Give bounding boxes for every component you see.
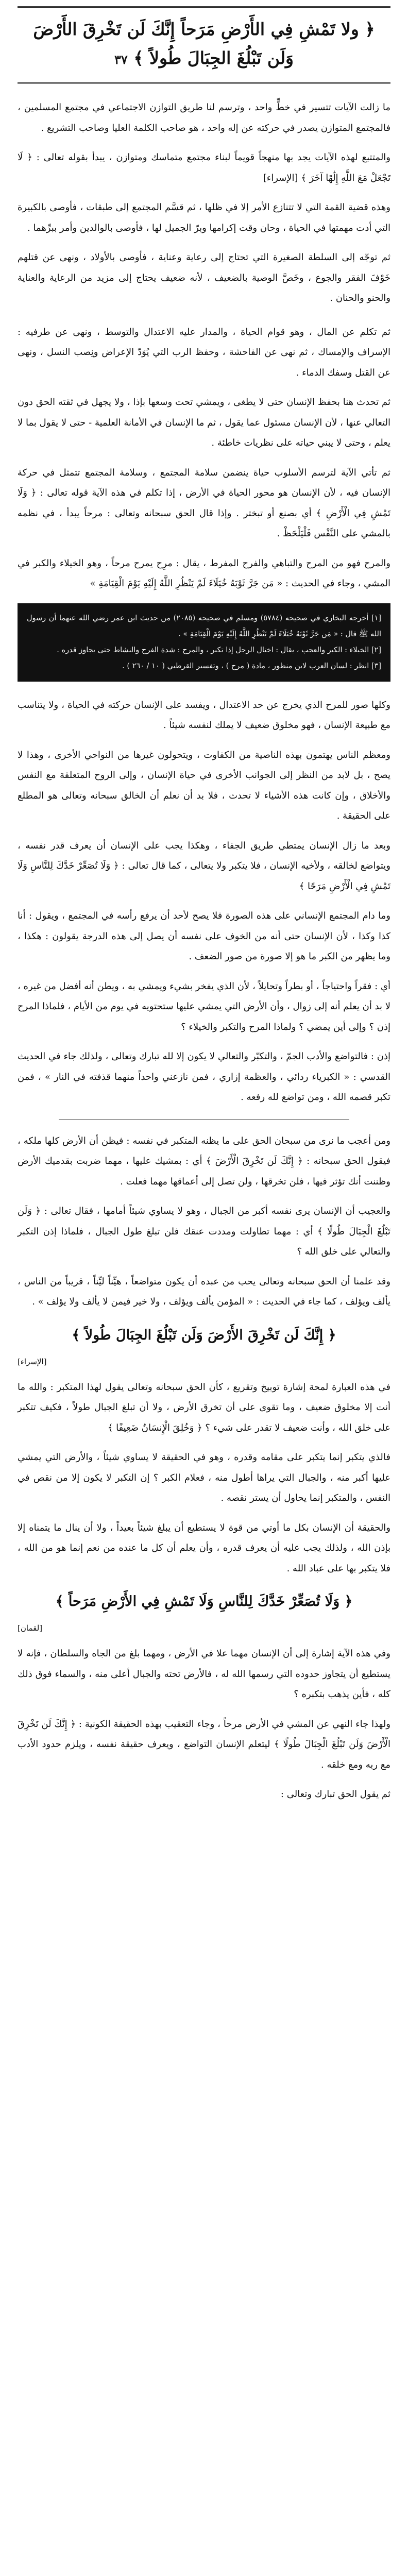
- paragraph-6: ثم تحدث هنا بحفظ الإنسان حتى لا يطغى ، ويمشي تحت وسعها بإذا ، ولا يجهل في ثقته الحق دون التعالي عنها ، لأن الإنسان مسئول عما يقول ، ثم ما الإنسان في الأمانة العلمية - حتى لا يقول بما لا يعلم ، وحتى لا يبني حياته على نظريات خاطئة .: [18, 397, 390, 448]
- paragraph-17: وقد علمنا أن الحق سبحانه وتعالى يحب من عبده أن يكون متواضعاً ، هيِّناً ليِّناً ، قريباً من الناس ، يألف ويؤلف ، كما جاء في الحديث : « المؤمن يألف ويؤلف ، ولا خير فيمن لا يألف ولا يؤلف » .: [18, 1276, 390, 1307]
- footnote-line-1: [١] أخرجه البخاري في صحيحه (٥٧٨٤) ومسلم في صحيحه (٢٠٨٥) من حديث ابن عمر رضي الله عنهما أن رسول الله ﷺ قال : « مَن جَرَّ ثَوْبَهُ خُيَلَاءَ لَمْ يَنْظُرِ اللَّهُ إِلَيْهِ يَوْمَ الْقِيَامَةِ » .: [27, 614, 382, 638]
- quoted-verse-1-ref: [الإسراء]: [18, 1357, 47, 1366]
- quoted-verse-2-text: ﴿ وَلَا تُصَعِّرْ خَدَّكَ لِلنَّاسِ وَلَا تَمْشِ فِي الأَرْضِ مَرَحاً ﴾: [55, 1594, 353, 1609]
- paragraph-14: إذن : فالتواضع والأدب الجمّ ، والتكبّر والتعالي لا يكون إلا لله تبارك وتعالى ، ولذلك جاء في الحديث القدسي : « الكبرياء ردائي ، والعظمة إزاري ، فمن نازعني واحداً منهما قذفته في النار » ، فمن تكبر قصمه الله ، ومن تواضع لله رفعه .: [18, 1051, 390, 1103]
- paragraph-12: وما دام المجتمع الإنساني على هذه الصورة فلا يصح لأحد أن يرفع رأسه في المجتمع ، ويقول : أنا كذا وكذا ، لأن الإنسان حتى أنه من الخوف على نفسه أن يصل إلى هذه الدرجة يقولون : هكذا ، وما يظهر من الكبر ما هو إلا صورة من صور الضعف .: [18, 910, 390, 962]
- paragraph-20: والحقيقة أن الإنسان بكل ما أوتي من قوة لا يستطيع أن يبلغ شيئاً بعيداً ، ولا أن ينال ما يتمناه إلا بإذن الله ، ولذلك يجب عليه أن يعرف قدره ، وأن يعلم أن كل ما عنده من نعم إنما هو من الله ، فلا يتكبر بها على عباد الله .: [18, 1522, 390, 1574]
- footnote-line-2: [٢] الخيلاء : الكبر والعجب ، يقال : اختال الرجل إذا تكبر ، والمرح : شدة الفرح والنشاط حتى يجاوز قدره .: [57, 646, 381, 654]
- paragraph-15: ومن أعجب ما نرى من سبحان الحق على ما يظنه المتكبر في نفسه : فيظن أن الأرض كلها ملكه ، فيقول الحق سبحانه : ﴿ إِنَّكَ لَن تَخْرِقَ الْأَرْضَ ﴾ أي : بمشيك عليها ، مهما ضربت بقدميك الأرض وظننت أنك تؤثر فيها ، فلن تخرقها ، ولن تصل إلى أعماقها مهما فعلت .: [18, 1135, 390, 1187]
- paragraph-21: وفي هذه الآية إشارة إلى أن الإنسان مهما علا في الأرض ، ومهما بلغ من الجاه والسلطان ، فإنه لا يستطيع أن يتجاوز حدوده التي رسمها الله له ، فالأرض تحته والجبال أعلى منه ، والسماء فوق ذلك كله ، فأين يذهب بتكبره ؟: [18, 1648, 390, 1700]
- paragraph-23: ثم يقول الحق تبارك وتعالى :: [280, 1789, 390, 1800]
- paragraph-10: ومعظم الناس يهتمون بهذه الناصية من الكفاوت ، ويتحولون غيرها من النواحي الأخرى ، وهذا لا يصح ، بل لابد من النظر إلى الجوانب الأخرى في حياة الإنسان ، وإلى الروح المتعلقة مع النفس والأخلاق ، وإن كانت هذه الأشياء لا تحدث ، فلا بد أن نعلم أن الخالق سبحانه وتعالى هو المطلع على الحقيقة .: [18, 749, 390, 821]
- section-divider: [59, 1119, 349, 1120]
- quoted-verse-1: [18, 1321, 390, 1349]
- paragraph-13: أي : فقراً واحتياجاً ، أو بطراً وتحايلاً ، لأن الذي يفخر بشيء ويمشي به ، ويطن أنه أفضل من غيره ، لا بد أن يعلم أنه إلى زوال ، وأن الأرض التي يمشي عليها ستحتويه في يوم من الأيام ، فلماذا المرح إذن ؟ وإلى أين يمضي ؟ ولماذا المرح والتكبر والخيلاء ؟: [18, 980, 390, 1032]
- paragraph-16: والعجيب أن الإنسان يرى نفسه أكبر من الجبال ، وهو لا يساوي شيئاً أمامها ، فقال تعالى : ﴿ وَلَن تَبْلُغَ الْجِبَالَ طُولًا ﴾ أي : مهما تطاولت ومددت عنقك فلن تبلغ طول الجبال ، فلماذا إذن التكبر والتعالي على خلق الله ؟: [18, 1206, 390, 1257]
- footnote-box: [18, 603, 390, 682]
- banner-verse-line-1: ﴿ ولا تَمْشِ فِي الأَرْضِ مَرَحاً إِنَّكَ لَن تَخْرِقَ الأَرْضَ: [33, 19, 375, 39]
- verse-banner: [18, 6, 390, 84]
- paragraph-7: ثم تأتي الآية لترسم الأسلوب حياة ينضمن سلامة المجتمع ، وسلامة المجتمع تتمثل في حركة الإنسان فيه ، لأن الإنسان هو محور الحياة في الأرض ، إذا تكلم في هذه الآية قوله تعالى : ﴿ وَلَا تَمْشِ فِي الْأَرْضِ ﴾ أي بصنع أو تبختر . وإذا قال الحق سبحانه وتعالى : مرحاً يبدأ ، في نظمه بالمشي على النَّفْس فَلْيَلْحَظْ .: [18, 467, 390, 539]
- paragraph-11: وبعد ما زال الإنسان يمتطي طريق الجفاء ، وهكذا يجب على الإنسان أن يعرف قدر نفسه ، ويتواضع لخالقه ، ولأخيه الإنسان ، فلا يتكبر ولا يتعالى ، كما قال تعالى : ﴿ وَلَا تُصَعِّرْ خَدَّكَ لِلنَّاسِ وَلَا تَمْشِ فِي الْأَرْضِ مَرَحًا ﴾: [18, 840, 390, 892]
- paragraph-5: ثم تكلم عن المال ، وهو قوام الحياة ، والمدار عليه الاعتدال والتوسط ، ونهى عن طرفيه : الإسراف والإمساك ، ثم نهى عن الفاحشة ، وحفظ الرب التي يُوَدّ الإعراض ونِصب النسل ، ونهى عن القتل وسفك الدماء .: [18, 326, 390, 378]
- banner-verse-line-2-text: وَلَن تَبْلُغَ الجِبَالَ طُولاً ﴾: [133, 48, 294, 68]
- verse-number: ٣٧: [114, 52, 128, 67]
- paragraph-4: ثم توجّه إلى السلطة الصغيرة التي تحتاج إلى رعاية وعناية ، فأوصى بالأولاد ، ونهى عن قتلهم خَوْفَ الفقر والجوع ، وخَصَّ الوصية بالضعيف ، لأنه ضعيف يحتاج إلى مزيد من الرعاية والعناية والحنو والحنان .: [18, 252, 390, 303]
- paragraph-19: فالذي يتكبر إنما يتكبر على مقامه وقدره ، وهو في الحقيقة لا يساوي شيئاً ، والأرض التي يمشي عليها أكبر منه ، والجبال التي يراها أطول منه ، فعلام الكبر ؟ إن التكبر لا يكون إلا من نقص في النفس ، والمتكبر إنما يحاول أن يستر نقصه .: [18, 1452, 390, 1503]
- paragraph-8: والمرح فهو من المرح والتباهي والفرح المفرط ، يقال : مرِح يمرح مرحاً ، وهو الخيلاء والكبر في المشي ، وجاء في الحديث : « مَن جَرَّ ثَوْبَهُ خُيَلَاءَ لَمْ يَنْظُرِ اللَّهُ إِلَيْهِ يَوْمَ الْقِيَامَةِ »: [18, 557, 390, 589]
- section-gap: [18, 318, 390, 322]
- quoted-verse-2: [18, 1588, 390, 1616]
- quoted-verse-1-text: ﴿ إِنَّكَ لَن تَخْرِقَ الأَرْضَ وَلَن تَبْلُغَ الجِبَالَ طُولاً ﴾: [72, 1327, 336, 1343]
- banner-verse-line-2: [23, 44, 385, 74]
- paragraph-1: ما زالت الآيات تتسير في خطٍّ واحد ، وترسم لنا طريق التوازن الاجتماعي في مجتمع المسلمين ، فالمجتمع المتوازن يصدر في حركته عن إله واحد ، هو صاحب الكلمة العليا وصاحب التشريع .: [18, 102, 390, 133]
- paragraph-9: وكلها صور للمرح الذي يخرج عن حد الاعتدال ، ويفسد على الإنسان حركته في الحياة ، ولا يتناسب مع طبيعة الإنسان ، فهو مخلوق ضعيف لا يملك لنفسه شيئاً .: [18, 699, 390, 731]
- paragraph-3: وهذه قضية القمة التي لا تتنازع الأمر إلا في ظلها ، ثم قسَّم المجتمع إلى طبقات ، فأوصى بالكبيرة التي أدت مهمتها في الحياة ، وحان وقت إكرامها وبرّ الجميل لها ، فأوصى بالوالدين وأمر ببرِّهما .: [18, 202, 390, 233]
- footnote-line-3: [٣] انظر : لسان العرب لابن منظور ، مادة ( مرح ) ، وتفسير القرطبي ( ١٠ / ٢٦٠ ) .: [122, 662, 381, 670]
- paragraph-18: في هذه العبارة لمحة إشارة توبيخ وتقريع ، كأن الحق سبحانه وتعالى يقول لهذا المتكبر : والله ما أنت إلا مخلوق ضعيف ، وما تقوى على أن تخرق الأرض ، ولا أن تبلغ الجبال طولاً ، فكيف تتكبر على خلق الله ، وأنت ضعيف لا تقدر على شيء ؟ ﴿ وَخُلِقَ الْإِنسَانُ ضَعِيفًا ﴾: [18, 1381, 390, 1433]
- quoted-verse-2-ref: [لقمان]: [18, 1623, 43, 1633]
- paragraph-22: ولهذا جاء النهي عن المشي في الأرض مرحاً ، وجاء التعقيب بهذه الحقيقة الكونية : ﴿ إِنَّكَ لَن تَخْرِقَ الْأَرْضَ وَلَن تَبْلُغَ الْجِبَالَ طُولًا ﴾ ليتعلم الإنسان التواضع ، ويعرف حقيقة نفسه ، ويلزم حدود الأدب مع ربه ومع خلقه .: [18, 1718, 391, 1770]
- paragraph-2: والمتتبع لهذه الآيات يجد بها منهجاً قويماً لبناء مجتمع متماسك ومتوازن ، يبدأ بقوله تعالى : ﴿ لَا تَجْعَلْ مَعَ اللَّهِ إِلَٰهًا آخَرَ ﴾ [الإسراء]: [18, 152, 390, 183]
